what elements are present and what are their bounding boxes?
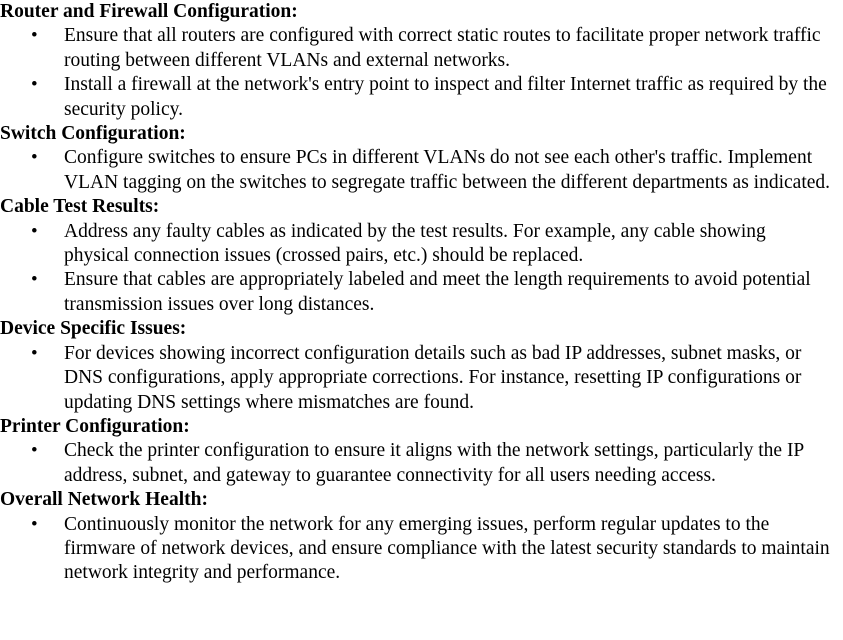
- bullet-list: [0, 342, 843, 415]
- section-switch-configuration: [0, 122, 843, 195]
- section-heading: Printer Configuration:: [0, 415, 190, 437]
- section-heading: Router and Firewall Configuration:: [0, 1, 298, 22]
- section-overall-network-health: [0, 488, 843, 586]
- section-device-specific-issues: [0, 317, 843, 415]
- bullet-list: [0, 24, 843, 122]
- list-item-text: Check the printer configuration to ensure it aligns with the network settings, particularly the IP address, subnet, and gateway to guarantee connectivity for all users needing access.: [64, 440, 804, 486]
- list-item-text: For devices showing incorrect configuration details such as bad IP addresses, subnet masks, or DNS configurations, apply appropriate corrections. For instance, resetting IP configurations or updating DNS settings where mismatches are found.: [64, 342, 802, 413]
- section-heading: Overall Network Health:: [0, 489, 208, 511]
- bullet-list: [0, 439, 843, 488]
- bullet-list: [0, 513, 843, 586]
- bullet-icon: •: [31, 220, 38, 242]
- list-item: [0, 24, 843, 73]
- list-item: [0, 73, 843, 122]
- bullet-icon: •: [31, 269, 38, 291]
- section-printer-configuration: [0, 415, 843, 488]
- list-item: [0, 439, 843, 488]
- bullet-icon: •: [31, 342, 38, 364]
- section-heading: Switch Configuration:: [0, 123, 186, 145]
- list-item-text: Configure switches to ensure PCs in different VLANs do not see each other's traffic. Implement VLAN tagging on the switches to segregate traffic between the different departments as indicated.: [64, 147, 831, 193]
- section-heading: Device Specific Issues:: [0, 318, 187, 340]
- list-item-text: Install a firewall at the network's entry point to inspect and filter Internet traffic as required by the security policy.: [64, 74, 827, 120]
- list-item-text: Continuously monitor the network for any emerging issues, perform regular updates to the firmware of network devices, and ensure compliance with the latest security standards to maintain network integrity and performance.: [64, 513, 830, 584]
- bullet-icon: •: [31, 25, 38, 47]
- section-router-firewall: [0, 0, 843, 122]
- list-item: [0, 268, 843, 317]
- list-item: [0, 220, 843, 269]
- list-item-text: Ensure that cables are appropriately labeled and meet the length requirements to avoid potential transmission issues over long distances.: [64, 269, 811, 315]
- list-item: [0, 146, 843, 195]
- bullet-icon: •: [31, 74, 38, 96]
- list-item-text: Ensure that all routers are configured with correct static routes to facilitate proper network traffic routing between different VLANs and external networks.: [64, 25, 821, 71]
- section-cable-test-results: [0, 195, 843, 317]
- list-item: [0, 513, 843, 586]
- bullet-icon: •: [31, 513, 38, 535]
- list-item: [0, 342, 843, 415]
- bullet-icon: •: [31, 147, 38, 169]
- list-item-text: Address any faulty cables as indicated by the test results. For example, any cable showing physical connection issues (crossed pairs, etc.) should be replaced.: [64, 220, 766, 267]
- bullet-list: [0, 146, 843, 195]
- bullet-list: [0, 220, 843, 318]
- bullet-icon: •: [31, 440, 38, 462]
- section-heading: Cable Test Results:: [0, 196, 160, 218]
